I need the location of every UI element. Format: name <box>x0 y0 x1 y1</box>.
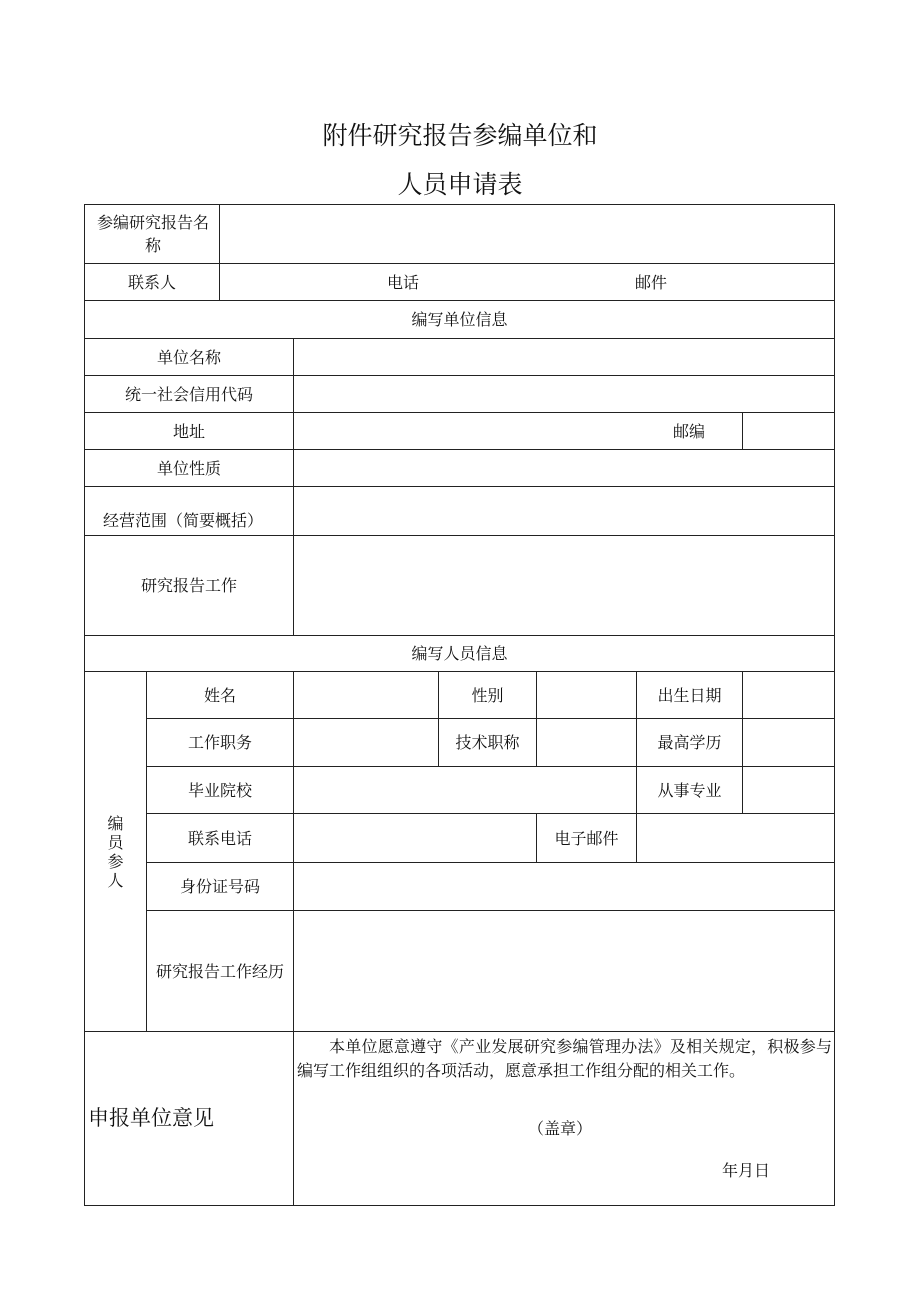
email-address-field[interactable] <box>637 814 834 862</box>
technical-title-label: 技术职称 <box>455 733 520 752</box>
unit-info-section-header: 编写单位信息 <box>411 310 508 329</box>
graduate-school-label: 毕业院校 <box>187 780 252 800</box>
birth-date-field[interactable] <box>743 672 834 718</box>
technical-title-field[interactable] <box>537 719 636 766</box>
unit-nature-label: 单位性质 <box>156 458 221 478</box>
unit-name-label: 单位名称 <box>156 347 221 367</box>
research-work-label: 研究报告工作 <box>140 576 237 595</box>
email-label: 邮件 <box>634 272 667 292</box>
name-label: 姓名 <box>203 685 236 705</box>
document-title-line-2: 人员申请表 <box>397 170 523 199</box>
postcode-field[interactable] <box>743 413 834 449</box>
education-label: 最高学历 <box>657 733 722 752</box>
postcode-label: 邮编 <box>672 421 705 441</box>
participant-label-text: 编员参人 <box>107 813 124 890</box>
email-address-label: 电子邮件 <box>554 828 619 848</box>
id-number-field[interactable] <box>294 863 834 910</box>
business-scope-field[interactable] <box>294 487 834 535</box>
document-title-line-1: 附件研究报告参编单位和 <box>322 121 598 150</box>
opinion-statement: 本单位愿意遵守《产业发展研究参编管理办法》及相关规定，积极参与编写工作组组织的各项活动，愿意承担工作组分配的相关工作。 <box>297 1037 832 1080</box>
gender-label: 性别 <box>471 685 504 705</box>
row-border <box>84 1205 835 1206</box>
credit-code-label: 统一社会信用代码 <box>124 384 253 404</box>
address-label: 地址 <box>172 421 205 441</box>
report-name-field[interactable] <box>220 205 834 263</box>
address-field[interactable] <box>294 413 644 449</box>
name-field[interactable] <box>294 672 438 718</box>
staff-info-section-header: 编写人员信息 <box>411 644 508 663</box>
major-field[interactable] <box>743 767 834 813</box>
major-label: 从事专业 <box>657 780 722 800</box>
date-label: 年月日 <box>722 1161 771 1180</box>
job-position-field[interactable] <box>294 719 438 766</box>
unit-name-field[interactable] <box>294 339 834 375</box>
contact-person-label: 联系人 <box>127 272 176 292</box>
research-work-field[interactable] <box>294 536 834 635</box>
graduate-school-field[interactable] <box>294 767 636 813</box>
participant-vertical-label <box>85 672 146 1031</box>
applicant-opinion-label: 申报单位意见 <box>88 1106 214 1130</box>
job-position-label: 工作职务 <box>187 733 252 752</box>
phone-label: 电话 <box>386 272 419 292</box>
unit-nature-field[interactable] <box>294 450 834 486</box>
work-experience-field[interactable] <box>294 911 834 1031</box>
contact-phone-label: 联系电话 <box>187 828 252 848</box>
education-field[interactable] <box>743 719 834 766</box>
id-number-label: 身份证号码 <box>179 877 260 896</box>
work-experience-label: 研究报告工作经历 <box>155 961 284 981</box>
credit-code-field[interactable] <box>294 376 834 412</box>
business-scope-label: 经营范围（简要概括） <box>102 511 263 530</box>
seal-label: （盖章） <box>528 1119 593 1138</box>
column-border <box>834 204 835 1206</box>
contact-phone-field[interactable] <box>294 814 536 862</box>
report-name-label: 参编研究报告名称 <box>96 213 209 255</box>
gender-field[interactable] <box>537 672 636 718</box>
birth-date-label: 出生日期 <box>657 685 722 705</box>
